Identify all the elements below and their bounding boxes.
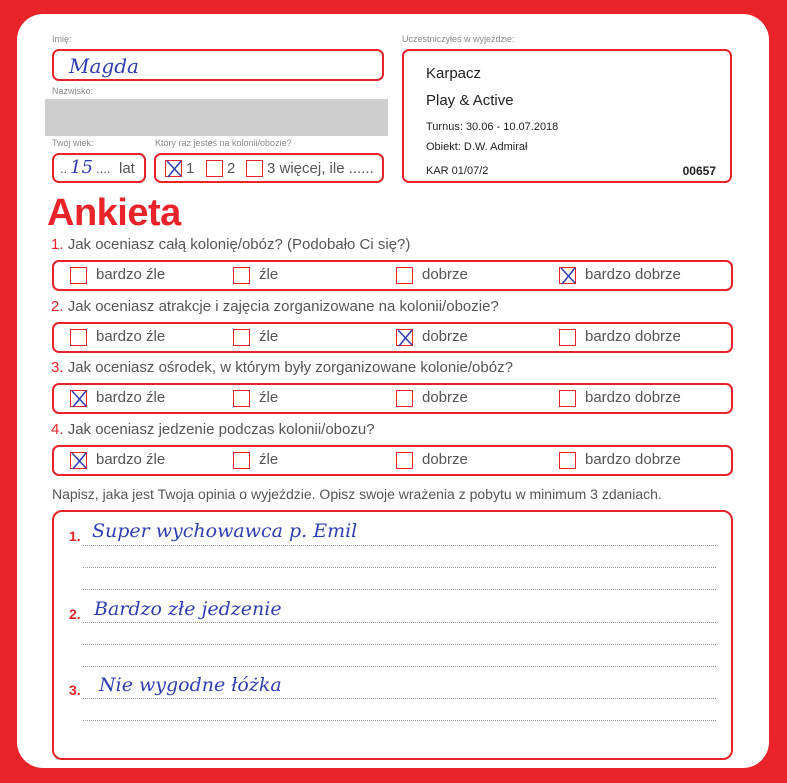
answer-option-label: źle — [259, 266, 279, 283]
question-text: Jak oceniasz całą kolonię/obóz? (Podobało Ci się?) — [67, 236, 411, 253]
question-text: Jak oceniasz jedzenie podczas kolonii/obozu? — [67, 421, 375, 438]
opinion-number-1: 1. — [69, 528, 81, 544]
question-number: 3. — [51, 359, 64, 376]
answer-checkbox[interactable] — [559, 267, 576, 284]
question-number: 2. — [51, 298, 64, 315]
participated-label: Uczestniczyłeś w wyjeździe: — [402, 34, 515, 44]
answer-checkbox[interactable] — [233, 390, 250, 407]
cross-mark-icon — [69, 450, 91, 472]
answer-checkbox[interactable] — [559, 452, 576, 469]
which-time-option-3: 3 więcej, ile ...... — [267, 160, 374, 177]
opinion-text-3: Nie wygodne łóżka — [99, 674, 282, 696]
answer-checkbox[interactable] — [70, 452, 87, 469]
trip-program: Play & Active — [426, 92, 514, 109]
answer-row-1 — [52, 260, 733, 291]
answer-option-label: bardzo źle — [96, 266, 166, 283]
age-dots-right: .... — [96, 161, 111, 176]
question-text: Jak oceniasz atrakcje i zajęcia zorganizowane na kolonii/obozie? — [67, 298, 499, 315]
first-name-label: Imię: — [52, 34, 72, 44]
answer-option-label: bardzo dobrze — [585, 266, 681, 283]
writing-line — [83, 666, 716, 667]
answer-checkbox[interactable] — [396, 329, 413, 346]
answer-option-label: bardzo źle — [96, 389, 166, 406]
question-number: 4. — [51, 421, 64, 438]
answer-row-3 — [52, 383, 733, 414]
answer-option-label: źle — [259, 389, 279, 406]
writing-line — [83, 698, 716, 699]
writing-line — [83, 545, 716, 546]
writing-line — [83, 567, 716, 568]
answer-checkbox[interactable] — [70, 329, 87, 346]
answer-option-label: bardzo dobrze — [585, 328, 681, 345]
which-time-checkbox-1[interactable] — [165, 160, 182, 177]
last-name-label: Nazwisko: — [52, 86, 94, 96]
answer-checkbox[interactable] — [70, 267, 87, 284]
age-value: 15 — [70, 157, 93, 178]
answer-checkbox[interactable] — [233, 452, 250, 469]
answer-row-2 — [52, 322, 733, 353]
answer-option-label: źle — [259, 328, 279, 345]
answer-option-label: dobrze — [422, 328, 468, 345]
cross-mark-icon — [395, 327, 417, 349]
opinion-text-1: Super wychowawca p. Emil — [92, 520, 358, 542]
answer-option-label: dobrze — [422, 451, 468, 468]
question-3 — [51, 359, 513, 376]
last-name-redacted — [45, 99, 388, 136]
question-4 — [51, 421, 375, 438]
answer-option-label: bardzo źle — [96, 451, 166, 468]
answer-checkbox[interactable] — [396, 452, 413, 469]
cross-mark-icon — [558, 265, 580, 287]
trip-code: KAR 01/07/2 — [426, 165, 489, 177]
age-label: Twój wiek: — [52, 138, 94, 148]
opinion-number-3: 3. — [69, 682, 81, 698]
answer-option-label: źle — [259, 451, 279, 468]
which-time-checkbox-3[interactable] — [246, 160, 263, 177]
age-dots-left: .. — [60, 161, 68, 176]
trip-city: Karpacz — [426, 65, 482, 82]
age-field[interactable] — [52, 153, 146, 183]
which-time-label: Który raz jesteś na kolonii/obozie? — [155, 138, 292, 148]
opinion-text-2: Bardzo złe jedzenie — [94, 598, 282, 620]
question-1 — [51, 236, 410, 253]
answer-checkbox[interactable] — [559, 329, 576, 346]
answer-option-label: bardzo dobrze — [585, 389, 681, 406]
answer-row-4 — [52, 445, 733, 476]
writing-line — [83, 622, 716, 623]
opinion-number-2: 2. — [69, 606, 81, 622]
question-2 — [51, 298, 499, 315]
writing-line — [83, 720, 716, 721]
answer-option-label: bardzo dobrze — [585, 451, 681, 468]
trip-obiekt: Obiekt: D.W. Admirał — [426, 141, 528, 153]
which-time-option-2: 2 — [227, 160, 236, 177]
answer-option-label: bardzo źle — [96, 328, 166, 345]
cross-mark-icon — [164, 158, 186, 180]
answer-checkbox[interactable] — [559, 390, 576, 407]
writing-line — [83, 644, 716, 645]
answer-checkbox[interactable] — [396, 267, 413, 284]
survey-sheet — [17, 14, 769, 768]
opinion-prompt: Napisz, jaka jest Twoja opinia o wyjeździe. Opisz swoje wrażenia z pobytu w minimum 3 zdaniach. — [52, 486, 662, 502]
cross-mark-icon — [69, 388, 91, 410]
answer-checkbox[interactable] — [233, 267, 250, 284]
answer-checkbox[interactable] — [70, 390, 87, 407]
survey-title: Ankieta — [47, 192, 181, 234]
question-text: Jak oceniasz ośrodek, w którym były zorganizowane kolonie/obóz? — [67, 359, 513, 376]
which-time-checkbox-2[interactable] — [206, 160, 223, 177]
trip-turnus: Turnus: 30.06 - 10.07.2018 — [426, 121, 559, 133]
writing-line — [83, 589, 716, 590]
opinion-box[interactable] — [52, 510, 733, 760]
trip-info-box — [402, 49, 732, 183]
answer-option-label: dobrze — [422, 266, 468, 283]
age-unit: lat — [119, 160, 135, 177]
question-number: 1. — [51, 236, 64, 253]
first-name-field[interactable] — [52, 49, 384, 81]
answer-option-label: dobrze — [422, 389, 468, 406]
which-time-field — [154, 153, 384, 183]
trip-number: 00657 — [682, 164, 716, 178]
first-name-value: Magda — [69, 54, 139, 78]
which-time-option-1: 1 — [186, 160, 195, 177]
answer-checkbox[interactable] — [233, 329, 250, 346]
answer-checkbox[interactable] — [396, 390, 413, 407]
